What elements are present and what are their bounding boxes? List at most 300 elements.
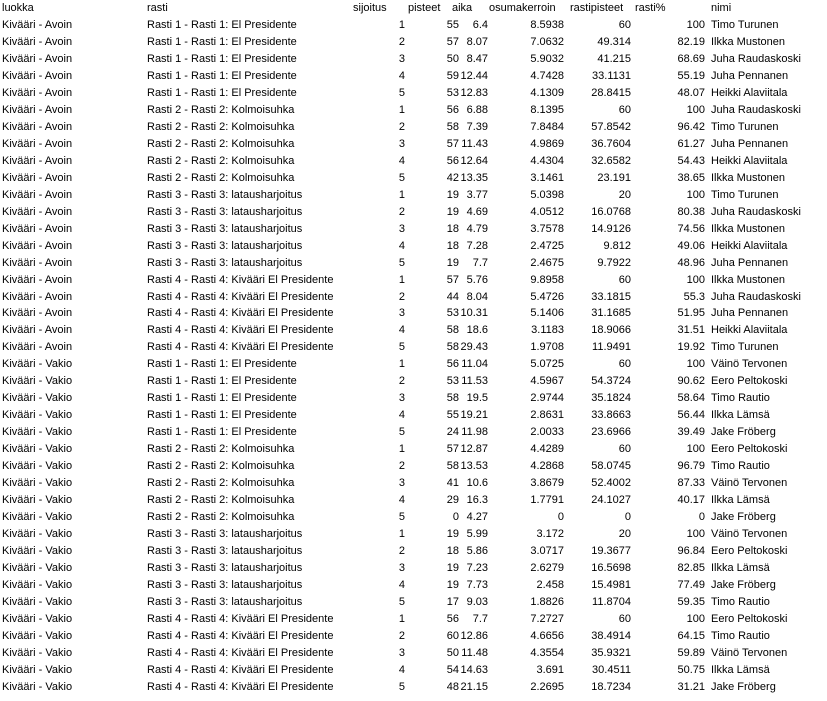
pisteet-cell: 55 xyxy=(446,409,459,422)
rasti-percent-cell: 58.64 xyxy=(677,392,705,405)
aika-cell: 19.5 xyxy=(466,392,488,405)
aika-cell: 7.7 xyxy=(472,256,488,269)
luokka-cell: Kivääri - Vakio xyxy=(2,528,73,541)
rastipisteet-cell: 28.8415 xyxy=(591,86,631,99)
sijoitus-cell: 5 xyxy=(398,171,405,184)
header-rastipisteet: rastipisteet xyxy=(570,2,624,14)
rasti-cell: Rasti 1 - Rasti 1: El Presidente xyxy=(147,392,297,405)
nimi-cell: Ilkka Mustonen xyxy=(711,222,785,235)
rasti-percent-cell: 31.51 xyxy=(677,324,705,337)
rasti-cell: Rasti 3 - Rasti 3: latausharjoitus xyxy=(147,222,303,235)
aika-cell: 7.28 xyxy=(466,239,488,252)
rasti-percent-cell: 51.95 xyxy=(677,307,705,320)
sijoitus-cell: 2 xyxy=(398,35,405,48)
header-rasti: rasti xyxy=(147,2,168,14)
osumakerroin-cell: 3.691 xyxy=(536,663,564,676)
rasti-percent-cell: 90.62 xyxy=(677,375,705,388)
table-row xyxy=(0,34,827,51)
nimi-cell: Juha Pennanen xyxy=(711,69,789,82)
sijoitus-cell: 3 xyxy=(398,222,405,235)
luokka-cell: Kivääri - Avoin xyxy=(2,86,73,99)
sijoitus-cell: 4 xyxy=(398,663,405,676)
table-row xyxy=(0,492,827,509)
rasti-cell: Rasti 4 - Rasti 4: Kivääri El Presidente xyxy=(147,290,334,303)
sijoitus-cell: 5 xyxy=(398,595,405,608)
table-row xyxy=(0,238,827,255)
rasti-percent-cell: 77.49 xyxy=(677,579,705,591)
osumakerroin-cell: 1.8826 xyxy=(530,595,564,608)
luokka-cell: Kivääri - Avoin xyxy=(2,154,73,167)
rasti-cell: Rasti 4 - Rasti 4: Kivääri El Presidente xyxy=(147,273,334,286)
rastipisteet-cell: 33.8663 xyxy=(591,409,631,422)
rasti-cell: Rasti 4 - Rasti 4: Kivääri El Presidente xyxy=(147,629,334,642)
pisteet-cell: 56 xyxy=(446,612,459,625)
nimi-cell: Timo Turunen xyxy=(711,188,779,201)
table-row xyxy=(0,51,827,68)
rastipisteet-cell: 15.4981 xyxy=(591,579,631,591)
luokka-cell: Kivääri - Vakio xyxy=(2,629,73,642)
luokka-cell: Kivääri - Vakio xyxy=(2,494,73,507)
aika-cell: 29.43 xyxy=(460,341,488,354)
nimi-cell: Jake Fröberg xyxy=(711,426,776,439)
table-row xyxy=(0,85,827,102)
nimi-cell: Eero Peltokoski xyxy=(711,545,788,558)
table-row xyxy=(0,187,827,204)
osumakerroin-cell: 2.4675 xyxy=(530,256,564,269)
osumakerroin-cell: 4.6656 xyxy=(530,629,564,642)
nimi-cell: Ilkka Lämsä xyxy=(711,562,770,575)
pisteet-cell: 50 xyxy=(446,646,459,659)
luokka-cell: Kivääri - Avoin xyxy=(2,19,73,31)
pisteet-cell: 57 xyxy=(446,35,459,48)
sijoitus-cell: 5 xyxy=(398,511,405,524)
rasti-cell: Rasti 3 - Rasti 3: latausharjoitus xyxy=(147,528,303,541)
pisteet-cell: 58 xyxy=(446,120,459,133)
rastipisteet-cell: 19.3677 xyxy=(591,545,631,558)
table-row xyxy=(0,662,827,679)
luokka-cell: Kivääri - Vakio xyxy=(2,358,73,371)
rasti-percent-cell: 80.38 xyxy=(677,205,705,218)
luokka-cell: Kivääri - Avoin xyxy=(2,35,73,48)
luokka-cell: Kivääri - Avoin xyxy=(2,103,73,116)
table-row xyxy=(0,373,827,390)
rastipisteet-cell: 20 xyxy=(618,188,631,201)
aika-cell: 12.44 xyxy=(460,69,488,82)
nimi-cell: Ilkka Mustonen xyxy=(711,35,785,48)
osumakerroin-cell: 5.4726 xyxy=(530,290,564,303)
pisteet-cell: 58 xyxy=(446,324,459,337)
osumakerroin-cell: 7.2727 xyxy=(530,612,564,625)
table-row xyxy=(0,136,827,153)
rastipisteet-cell: 60 xyxy=(618,612,631,625)
rasti-percent-cell: 59.89 xyxy=(677,646,705,659)
rasti-percent-cell: 96.84 xyxy=(677,545,705,558)
table-row xyxy=(0,509,827,526)
table-row xyxy=(0,102,827,119)
rasti-percent-cell: 100 xyxy=(686,103,705,116)
rasti-cell: Rasti 3 - Rasti 3: latausharjoitus xyxy=(147,562,303,575)
nimi-cell: Väinö Tervonen xyxy=(711,477,788,490)
rastipisteet-cell: 58.0745 xyxy=(591,460,631,473)
rasti-cell: Rasti 1 - Rasti 1: El Presidente xyxy=(147,426,297,439)
sijoitus-cell: 3 xyxy=(398,137,405,150)
pisteet-cell: 19 xyxy=(446,205,459,218)
rasti-percent-cell: 96.42 xyxy=(677,120,705,133)
rasti-cell: Rasti 4 - Rasti 4: Kivääri El Presidente xyxy=(147,646,334,659)
rasti-cell: Rasti 1 - Rasti 1: El Presidente xyxy=(147,35,297,48)
pisteet-cell: 56 xyxy=(446,154,459,167)
sijoitus-cell: 4 xyxy=(398,69,405,82)
pisteet-cell: 50 xyxy=(446,52,459,65)
rasti-cell: Rasti 1 - Rasti 1: El Presidente xyxy=(147,69,297,82)
nimi-cell: Jake Fröberg xyxy=(711,680,776,693)
rasti-cell: Rasti 4 - Rasti 4: Kivääri El Presidente xyxy=(147,324,334,337)
aika-cell: 12.86 xyxy=(460,629,488,642)
osumakerroin-cell: 2.8631 xyxy=(530,409,564,422)
aika-cell: 7.7 xyxy=(472,612,488,625)
osumakerroin-cell: 4.2868 xyxy=(530,460,564,473)
aika-cell: 3.77 xyxy=(466,188,488,201)
rastipisteet-cell: 24.1027 xyxy=(591,494,631,507)
table-row xyxy=(0,441,827,458)
rasti-cell: Rasti 1 - Rasti 1: El Presidente xyxy=(147,358,297,371)
rasti-cell: Rasti 2 - Rasti 2: Kolmoisuhka xyxy=(147,103,295,116)
rasti-percent-cell: 100 xyxy=(686,19,705,31)
rastipisteet-cell: 23.191 xyxy=(597,171,631,184)
pisteet-cell: 24 xyxy=(446,426,459,439)
rastipisteet-cell: 18.9066 xyxy=(591,324,631,337)
rasti-percent-cell: 82.85 xyxy=(677,562,705,575)
aika-cell: 8.04 xyxy=(466,290,488,303)
aika-cell: 9.03 xyxy=(466,595,488,608)
rastipisteet-cell: 52.4002 xyxy=(591,477,631,490)
luokka-cell: Kivääri - Avoin xyxy=(2,290,73,303)
table-row xyxy=(0,305,827,322)
aika-cell: 4.27 xyxy=(466,511,488,524)
rastipisteet-cell: 33.1815 xyxy=(591,290,631,303)
sijoitus-cell: 1 xyxy=(398,273,405,286)
rastipisteet-cell: 0 xyxy=(624,511,631,524)
luokka-cell: Kivääri - Vakio xyxy=(2,443,73,456)
rasti-cell: Rasti 1 - Rasti 1: El Presidente xyxy=(147,409,297,422)
sijoitus-cell: 4 xyxy=(398,324,405,337)
rasti-percent-cell: 0 xyxy=(698,511,705,524)
osumakerroin-cell: 1.9708 xyxy=(530,341,564,354)
luokka-cell: Kivääri - Vakio xyxy=(2,477,73,490)
rastipisteet-cell: 20 xyxy=(618,528,631,541)
rastipisteet-cell: 11.8704 xyxy=(592,595,631,608)
table-row xyxy=(0,272,827,289)
nimi-cell: Ilkka Mustonen xyxy=(711,273,785,286)
aika-cell: 11.53 xyxy=(461,375,488,388)
osumakerroin-cell: 4.0512 xyxy=(530,205,564,218)
rasti-percent-cell: 55.3 xyxy=(683,290,705,303)
pisteet-cell: 53 xyxy=(446,86,459,99)
nimi-cell: Jake Fröberg xyxy=(711,579,776,591)
aika-cell: 8.07 xyxy=(466,35,488,48)
rastipisteet-cell: 41.215 xyxy=(597,52,631,65)
osumakerroin-cell: 8.5938 xyxy=(530,19,564,31)
nimi-cell: Juha Pennanen xyxy=(711,307,789,320)
rasti-percent-cell: 39.49 xyxy=(677,426,705,439)
rastipisteet-cell: 60 xyxy=(618,358,631,371)
rastipisteet-cell: 35.1824 xyxy=(591,392,631,405)
rasti-percent-cell: 49.06 xyxy=(677,239,705,252)
table-row xyxy=(0,560,827,577)
pisteet-cell: 58 xyxy=(446,392,459,405)
aika-cell: 12.87 xyxy=(460,443,488,456)
rasti-percent-cell: 87.33 xyxy=(677,477,705,490)
sijoitus-cell: 2 xyxy=(398,629,405,642)
pisteet-cell: 57 xyxy=(446,137,459,150)
rasti-percent-cell: 48.96 xyxy=(677,256,705,269)
pisteet-cell: 19 xyxy=(446,188,459,201)
rasti-percent-cell: 64.15 xyxy=(677,629,705,642)
sijoitus-cell: 2 xyxy=(398,375,405,388)
aika-cell: 12.83 xyxy=(460,86,488,99)
luokka-cell: Kivääri - Avoin xyxy=(2,341,73,354)
luokka-cell: Kivääri - Avoin xyxy=(2,188,73,201)
rasti-cell: Rasti 4 - Rasti 4: Kivääri El Presidente xyxy=(147,680,334,693)
table-row xyxy=(0,119,827,136)
rasti-cell: Rasti 1 - Rasti 1: El Presidente xyxy=(147,375,297,388)
rasti-percent-cell: 31.21 xyxy=(677,680,705,693)
rastipisteet-cell: 38.4914 xyxy=(591,629,631,642)
luokka-cell: Kivääri - Vakio xyxy=(2,375,73,388)
aika-cell: 7.73 xyxy=(466,579,488,591)
aika-cell: 13.53 xyxy=(460,460,488,473)
pisteet-cell: 42 xyxy=(446,171,459,184)
rasti-cell: Rasti 4 - Rasti 4: Kivääri El Presidente xyxy=(147,307,334,320)
nimi-cell: Timo Rautio xyxy=(711,595,770,608)
rasti-cell: Rasti 3 - Rasti 3: latausharjoitus xyxy=(147,205,303,218)
aika-cell: 21.15 xyxy=(460,680,488,693)
nimi-cell: Väinö Tervonen xyxy=(711,358,788,371)
pisteet-cell: 59 xyxy=(446,69,459,82)
table-row xyxy=(0,526,827,543)
osumakerroin-cell: 8.1395 xyxy=(530,103,564,116)
sijoitus-cell: 3 xyxy=(398,307,405,320)
pisteet-cell: 19 xyxy=(446,528,459,541)
rasti-cell: Rasti 4 - Rasti 4: Kivääri El Presidente xyxy=(147,612,334,625)
aika-cell: 5.76 xyxy=(466,273,488,286)
rastipisteet-cell: 9.812 xyxy=(603,239,631,252)
pisteet-cell: 18 xyxy=(446,545,459,558)
header-row xyxy=(0,0,827,17)
aika-cell: 19.21 xyxy=(460,409,488,422)
rasti-percent-cell: 100 xyxy=(686,188,705,201)
nimi-cell: Heikki Alaviitala xyxy=(711,154,788,167)
rasti-percent-cell: 68.69 xyxy=(677,52,705,65)
pisteet-cell: 56 xyxy=(446,358,459,371)
luokka-cell: Kivääri - Vakio xyxy=(2,409,73,422)
luokka-cell: Kivääri - Vakio xyxy=(2,545,73,558)
header-osumakerroin: osumakerroin xyxy=(489,2,556,14)
table-row xyxy=(0,204,827,221)
nimi-cell: Timo Rautio xyxy=(711,392,770,405)
table-row xyxy=(0,424,827,441)
rasti-percent-cell: 48.07 xyxy=(677,86,705,99)
sijoitus-cell: 1 xyxy=(398,358,405,371)
aika-cell: 11.48 xyxy=(461,646,488,659)
sijoitus-cell: 1 xyxy=(398,103,405,116)
sijoitus-cell: 2 xyxy=(398,460,405,473)
rastipisteet-cell: 18.7234 xyxy=(591,680,631,693)
table-row xyxy=(0,170,827,187)
osumakerroin-cell: 5.9032 xyxy=(530,52,564,65)
sijoitus-cell: 4 xyxy=(398,239,405,252)
luokka-cell: Kivääri - Vakio xyxy=(2,426,73,439)
aika-cell: 16.3 xyxy=(466,494,488,507)
aika-cell: 18.6 xyxy=(466,324,488,337)
pisteet-cell: 19 xyxy=(446,562,459,575)
rasti-cell: Rasti 1 - Rasti 1: El Presidente xyxy=(147,19,297,31)
osumakerroin-cell: 4.3554 xyxy=(530,646,564,659)
pisteet-cell: 57 xyxy=(446,443,459,456)
luokka-cell: Kivääri - Vakio xyxy=(2,579,73,591)
table-row xyxy=(0,611,827,628)
luokka-cell: Kivääri - Avoin xyxy=(2,171,73,184)
rastipisteet-cell: 30.4511 xyxy=(592,663,631,676)
luokka-cell: Kivääri - Avoin xyxy=(2,256,73,269)
rastipisteet-cell: 57.8542 xyxy=(591,120,631,133)
sijoitus-cell: 3 xyxy=(398,477,405,490)
rastipisteet-cell: 54.3724 xyxy=(591,375,631,388)
table-row xyxy=(0,322,827,339)
nimi-cell: Juha Raudaskoski xyxy=(711,52,801,65)
rasti-percent-cell: 74.56 xyxy=(677,222,705,235)
table-row xyxy=(0,458,827,475)
pisteet-cell: 17 xyxy=(446,595,459,608)
rasti-percent-cell: 96.79 xyxy=(677,460,705,473)
aika-cell: 14.63 xyxy=(460,663,488,676)
luokka-cell: Kivääri - Vakio xyxy=(2,562,73,575)
rasti-percent-cell: 100 xyxy=(686,612,705,625)
table-row xyxy=(0,221,827,238)
aika-cell: 7.23 xyxy=(466,562,488,575)
luokka-cell: Kivääri - Vakio xyxy=(2,663,73,676)
table-row xyxy=(0,628,827,645)
aika-cell: 11.98 xyxy=(461,426,488,439)
rasti-cell: Rasti 2 - Rasti 2: Kolmoisuhka xyxy=(147,460,295,473)
rasti-cell: Rasti 3 - Rasti 3: latausharjoitus xyxy=(147,579,303,591)
rasti-cell: Rasti 2 - Rasti 2: Kolmoisuhka xyxy=(147,511,295,524)
rasti-cell: Rasti 4 - Rasti 4: Kivääri El Presidente xyxy=(147,341,334,354)
pisteet-cell: 0 xyxy=(452,511,459,524)
rasti-percent-cell: 82.19 xyxy=(677,35,705,48)
header-aika: aika xyxy=(452,2,473,14)
table-row xyxy=(0,390,827,407)
nimi-cell: Jake Fröberg xyxy=(711,511,776,524)
aika-cell: 13.35 xyxy=(460,171,488,184)
rasti-percent-cell: 54.43 xyxy=(677,154,705,167)
rastipisteet-cell: 60 xyxy=(618,103,631,116)
rasti-cell: Rasti 3 - Rasti 3: latausharjoitus xyxy=(147,545,303,558)
table-row xyxy=(0,289,827,306)
pisteet-cell: 56 xyxy=(446,103,459,116)
rastipisteet-cell: 60 xyxy=(618,273,631,286)
pisteet-cell: 57 xyxy=(446,273,459,286)
osumakerroin-cell: 1.7791 xyxy=(530,494,564,507)
nimi-cell: Juha Raudaskoski xyxy=(711,290,801,303)
osumakerroin-cell: 2.4725 xyxy=(530,239,564,252)
rastipisteet-cell: 60 xyxy=(618,19,631,31)
rastipisteet-cell: 11.9491 xyxy=(592,341,631,354)
osumakerroin-cell: 3.7578 xyxy=(530,222,564,235)
osumakerroin-cell: 4.5967 xyxy=(530,375,564,388)
header-pisteet: pisteet xyxy=(408,2,441,14)
osumakerroin-cell: 4.7428 xyxy=(530,69,564,82)
pisteet-cell: 55 xyxy=(446,19,459,31)
rasti-cell: Rasti 2 - Rasti 2: Kolmoisuhka xyxy=(147,120,295,133)
pisteet-cell: 53 xyxy=(446,307,459,320)
rasti-cell: Rasti 2 - Rasti 2: Kolmoisuhka xyxy=(147,477,295,490)
nimi-cell: Juha Pennanen xyxy=(711,256,789,269)
rasti-cell: Rasti 3 - Rasti 3: latausharjoitus xyxy=(147,256,303,269)
rasti-percent-cell: 59.35 xyxy=(677,595,705,608)
osumakerroin-cell: 2.0033 xyxy=(530,426,564,439)
luokka-cell: Kivääri - Avoin xyxy=(2,52,73,65)
rasti-cell: Rasti 2 - Rasti 2: Kolmoisuhka xyxy=(147,171,295,184)
rastipisteet-cell: 16.0768 xyxy=(591,205,631,218)
table-row xyxy=(0,356,827,373)
pisteet-cell: 58 xyxy=(446,341,459,354)
aika-cell: 8.47 xyxy=(466,52,488,65)
table-row xyxy=(0,645,827,662)
luokka-cell: Kivääri - Avoin xyxy=(2,120,73,133)
table-row xyxy=(0,68,827,85)
header-luokka: luokka xyxy=(2,2,34,14)
sijoitus-cell: 2 xyxy=(398,205,405,218)
luokka-cell: Kivääri - Vakio xyxy=(2,460,73,473)
osumakerroin-cell: 4.4289 xyxy=(530,443,564,456)
rastipisteet-cell: 16.5698 xyxy=(591,562,631,575)
aika-cell: 12.64 xyxy=(460,154,488,167)
luokka-cell: Kivääri - Vakio xyxy=(2,680,73,693)
rasti-cell: Rasti 2 - Rasti 2: Kolmoisuhka xyxy=(147,494,295,507)
table-row xyxy=(0,475,827,492)
osumakerroin-cell: 3.172 xyxy=(536,528,564,541)
luokka-cell: Kivääri - Vakio xyxy=(2,646,73,659)
pisteet-cell: 19 xyxy=(446,256,459,269)
table-row xyxy=(0,153,827,170)
rasti-cell: Rasti 3 - Rasti 3: latausharjoitus xyxy=(147,595,303,608)
sijoitus-cell: 5 xyxy=(398,426,405,439)
luokka-cell: Kivääri - Avoin xyxy=(2,205,73,218)
nimi-cell: Ilkka Lämsä xyxy=(711,494,770,507)
header-rasti-percent: rasti% xyxy=(635,2,666,14)
nimi-cell: Timo Turunen xyxy=(711,341,779,354)
rasti-cell: Rasti 1 - Rasti 1: El Presidente xyxy=(147,86,297,99)
nimi-cell: Väinö Tervonen xyxy=(711,646,788,659)
osumakerroin-cell: 4.9869 xyxy=(530,137,564,150)
rasti-percent-cell: 100 xyxy=(686,528,705,541)
rastipisteet-cell: 36.7604 xyxy=(591,137,631,150)
osumakerroin-cell: 3.8679 xyxy=(530,477,564,490)
osumakerroin-cell: 7.8484 xyxy=(530,120,564,133)
sijoitus-cell: 1 xyxy=(398,612,405,625)
rastipisteet-cell: 9.7922 xyxy=(597,256,631,269)
rasti-cell: Rasti 2 - Rasti 2: Kolmoisuhka xyxy=(147,154,295,167)
luokka-cell: Kivääri - Avoin xyxy=(2,307,73,320)
luokka-cell: Kivääri - Avoin xyxy=(2,324,73,337)
header-sijoitus: sijoitus xyxy=(353,2,387,14)
rasti-percent-cell: 40.17 xyxy=(677,494,705,507)
nimi-cell: Ilkka Lämsä xyxy=(711,663,770,676)
osumakerroin-cell: 2.6279 xyxy=(530,562,564,575)
rastipisteet-cell: 32.6582 xyxy=(591,154,631,167)
sijoitus-cell: 3 xyxy=(398,392,405,405)
